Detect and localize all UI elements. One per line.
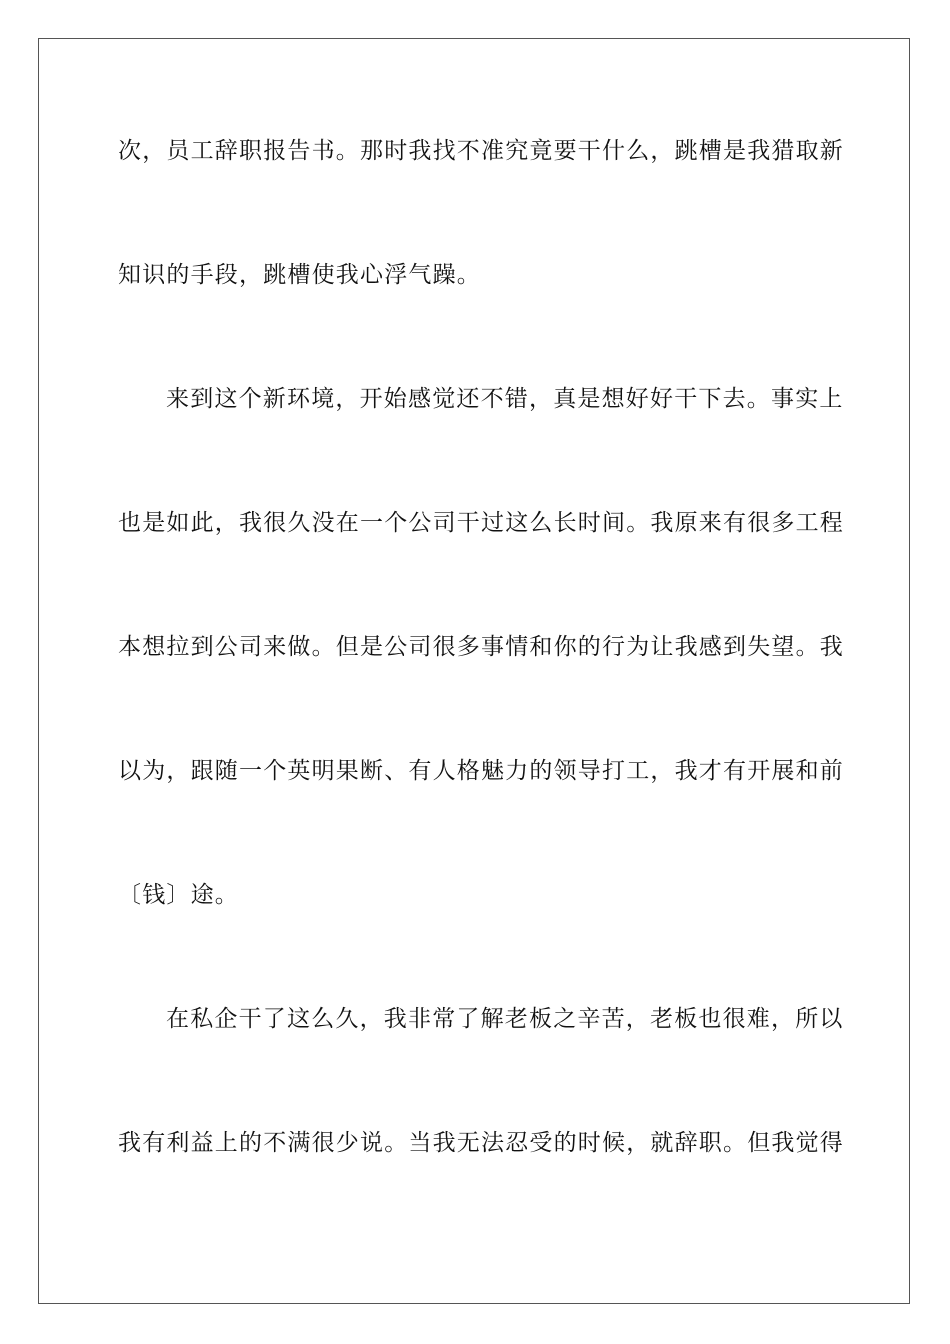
text-line-4: 也是如此，我很久没在一个公司干过这么长时间。我原来有很多工程 [118,510,844,536]
page-border [38,38,910,1304]
text-line-8: 在私企干了这么久，我非常了解老板之辛苦，老板也很难，所以 [166,1006,844,1032]
text-line-9: 我有利益上的不满很少说。当我无法忍受的时候，就辞职。但我觉得 [118,1130,844,1156]
text-line-1: 次，员工辞职报告书。那时我找不准究竟要干什么，跳槽是我猎取新 [118,138,844,164]
text-line-5: 本想拉到公司来做。但是公司很多事情和你的行为让我感到失望。我 [118,634,844,660]
text-line-7: 〔钱〕途。 [118,882,239,908]
text-line-2: 知识的手段，跳槽使我心浮气躁。 [118,262,481,288]
text-line-6: 以为，跟随一个英明果断、有人格魅力的领导打工，我才有开展和前 [118,758,844,784]
text-line-3: 来到这个新环境，开始感觉还不错，真是想好好干下去。事实上 [166,386,844,412]
